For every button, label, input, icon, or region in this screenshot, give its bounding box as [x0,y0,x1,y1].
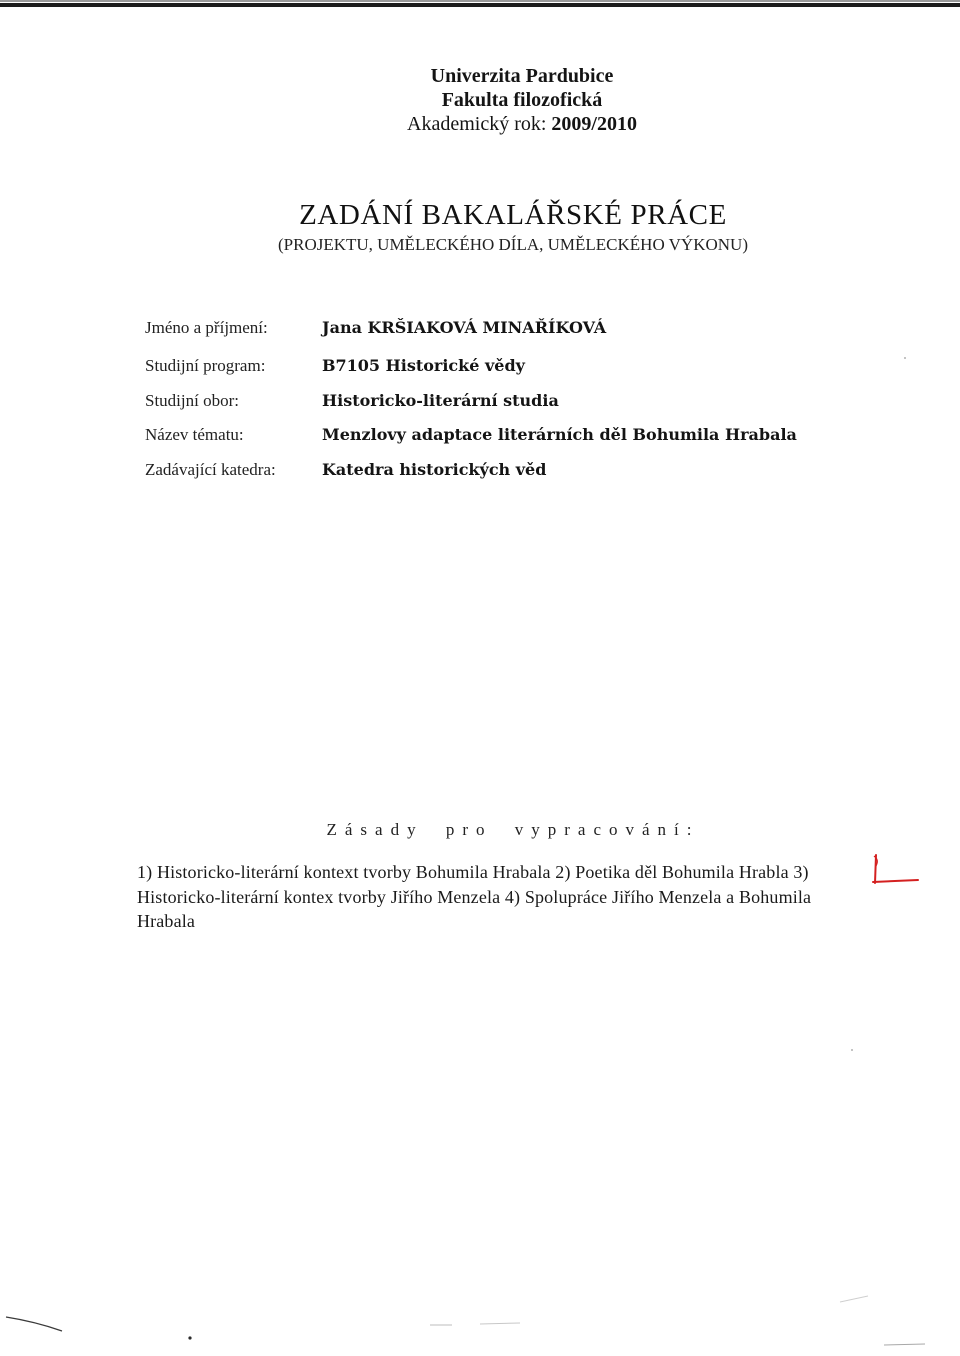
field-label-field-of-study: Studijní obor: [145,391,239,410]
academic-year-value: 2009/2010 [551,113,637,135]
academic-year [272,113,772,135]
scan-edge-faint [0,0,960,2]
title-main: ZADÁNÍ BAKALÁŘSKÉ PRÁCE [299,199,727,231]
guidelines-line: Hrabala [137,911,196,931]
faculty-name: Fakulta filozofická [441,89,603,111]
field-value-topic: Menzlovy adaptace literárních děl Bohumila Hrabala [322,425,797,444]
guidelines-line: Historicko-literární kontex tvorby Jiřího Menzela 4) Spolupráce Jiřího Menzela a Bohumila [137,887,812,907]
guidelines-line: 1) Historicko-literární kontext tvorby Bohumila Hrabala 2) Poetika děl Bohumila Hrabla 3) [137,862,809,882]
field-value-field-of-study: Historicko-literární studia [322,391,559,410]
field-value-department: Katedra historických věd [322,460,547,479]
scan-edge-line [0,3,960,7]
red-correction-mark [873,855,918,883]
academic-year-label: Akademický rok: [407,113,547,135]
field-value-program: B7105 Historické vědy [322,356,525,375]
field-label-program: Studijní program: [145,356,266,375]
field-label-department: Zadávající katedra: [145,460,276,479]
guidelines-heading: Zásady pro vypracování: [326,820,700,839]
field-label-topic: Název tématu: [145,425,244,444]
field-label-name: Jméno a příjmení: [145,318,268,337]
university-name: Univerzita Pardubice [430,65,614,87]
title-subtitle: (PROJEKTU, UMĚLECKÉHO DÍLA, UMĚLECKÉHO VÝKONU) [278,235,748,254]
scan-specks [6,357,925,1345]
field-value-name: Jana KRŠIAKOVÁ MINAŘÍKOVÁ [322,318,607,337]
